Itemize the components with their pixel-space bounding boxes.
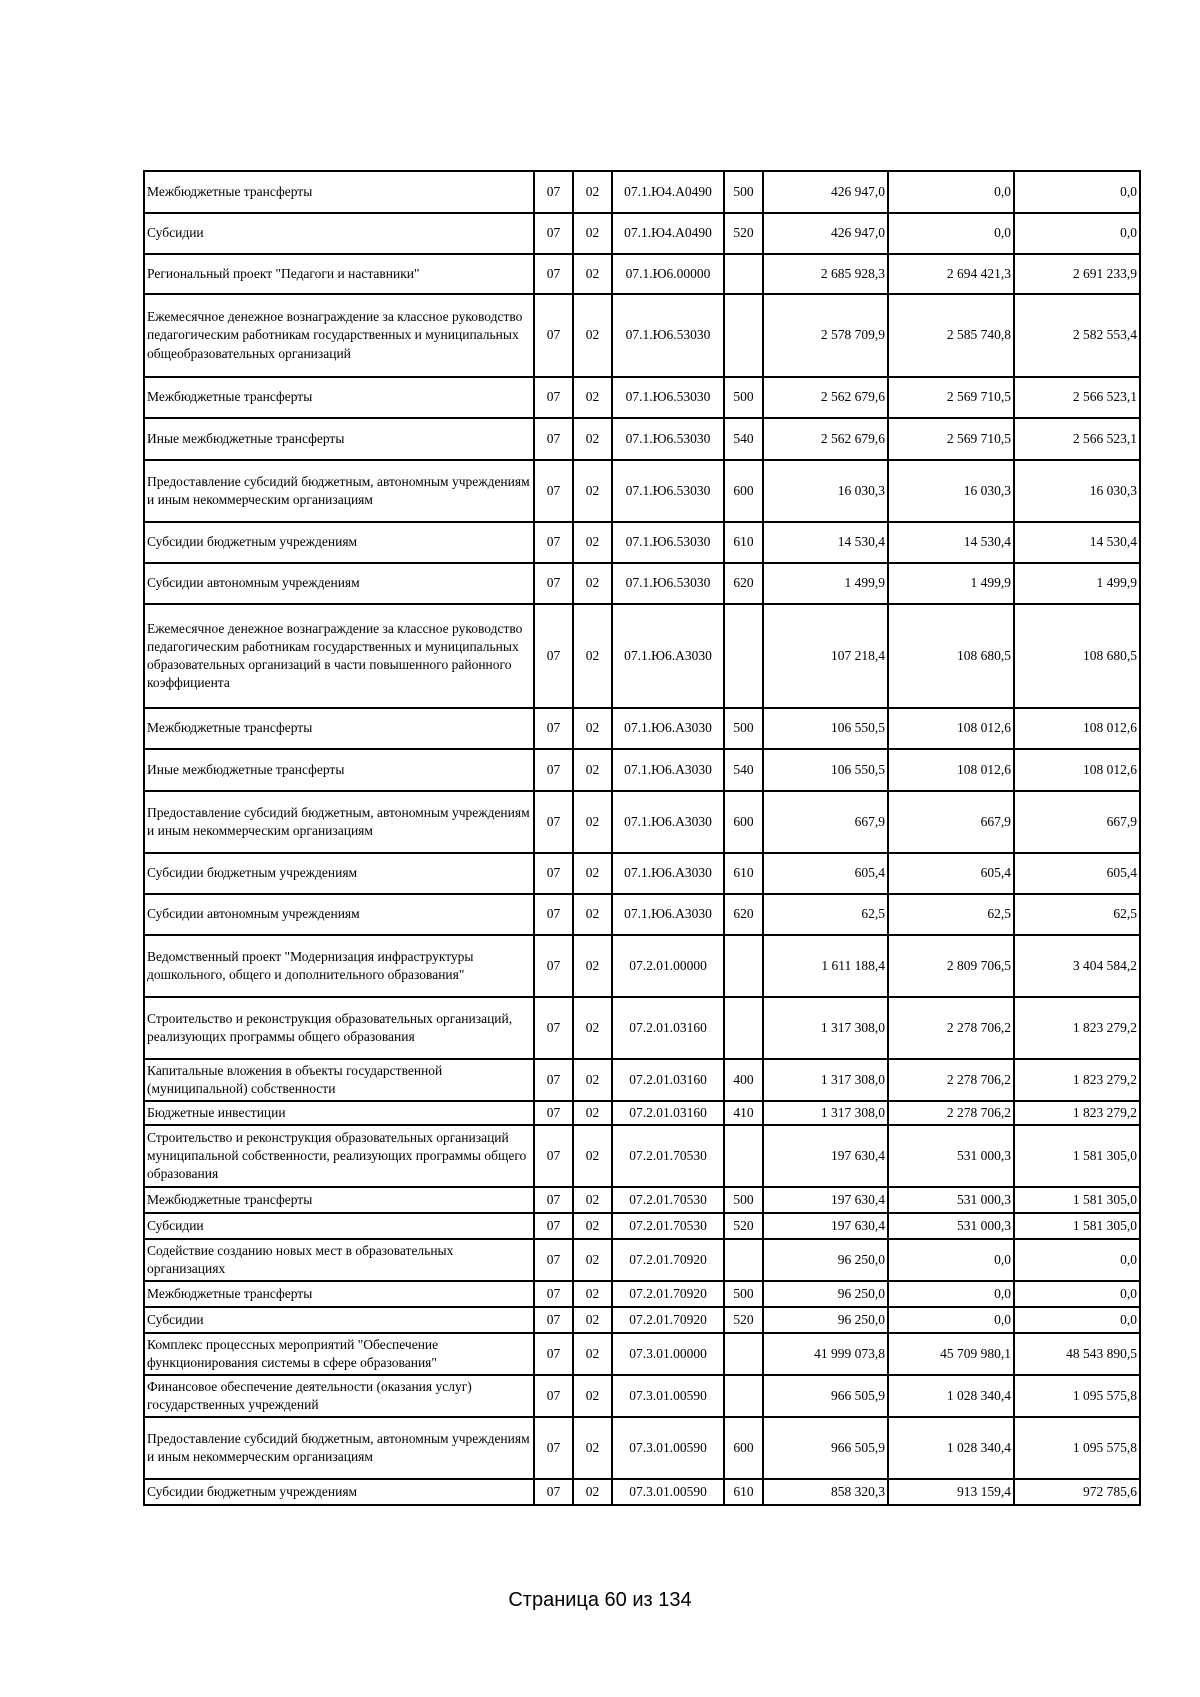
cell-amount-3: 1 823 279,2 (1014, 1059, 1140, 1101)
cell-subsection: 02 (573, 171, 612, 213)
cell-amount-2: 62,5 (888, 894, 1014, 935)
cell-name: Строительство и реконструкция образовательных организаций, реализующих программы общего образования (144, 997, 534, 1059)
cell-amount-3: 0,0 (1014, 1281, 1140, 1307)
table-row (144, 1101, 1140, 1125)
cell-name: Субсидии (144, 213, 534, 254)
cell-target-code: 07.1.Ю6.53030 (612, 294, 724, 377)
cell-name: Иные межбюджетные трансферты (144, 418, 534, 460)
cell-expense-type (724, 604, 763, 708)
cell-subsection: 02 (573, 460, 612, 522)
table-row (144, 213, 1140, 254)
cell-target-code: 07.1.Ю6.А3030 (612, 749, 724, 791)
cell-expense-type: 620 (724, 563, 763, 604)
cell-section: 07 (534, 1125, 573, 1187)
cell-amount-3: 108 012,6 (1014, 708, 1140, 749)
cell-expense-type: 600 (724, 791, 763, 853)
cell-name: Капитальные вложения в объекты государственной (муниципальной) собственности (144, 1059, 534, 1101)
cell-amount-1: 197 630,4 (763, 1125, 888, 1187)
cell-amount-2: 16 030,3 (888, 460, 1014, 522)
table-row (144, 254, 1140, 294)
cell-amount-3: 1 581 305,0 (1014, 1125, 1140, 1187)
cell-amount-2: 2 694 421,3 (888, 254, 1014, 294)
table-row (144, 1417, 1140, 1479)
cell-amount-2: 0,0 (888, 213, 1014, 254)
cell-section: 07 (534, 1239, 573, 1281)
cell-section: 07 (534, 213, 573, 254)
cell-target-code: 07.1.Ю6.А3030 (612, 791, 724, 853)
cell-amount-2: 605,4 (888, 853, 1014, 894)
cell-target-code: 07.1.Ю6.53030 (612, 418, 724, 460)
cell-amount-3: 14 530,4 (1014, 522, 1140, 563)
cell-amount-2: 1 028 340,4 (888, 1417, 1014, 1479)
table-row (144, 1479, 1140, 1505)
cell-expense-type: 540 (724, 418, 763, 460)
cell-expense-type: 540 (724, 749, 763, 791)
cell-amount-1: 16 030,3 (763, 460, 888, 522)
cell-target-code: 07.1.Ю6.53030 (612, 377, 724, 418)
cell-amount-1: 96 250,0 (763, 1281, 888, 1307)
cell-amount-2: 913 159,4 (888, 1479, 1014, 1505)
cell-amount-3: 605,4 (1014, 853, 1140, 894)
cell-amount-2: 1 499,9 (888, 563, 1014, 604)
table-row (144, 1239, 1140, 1281)
cell-name: Межбюджетные трансферты (144, 1281, 534, 1307)
cell-section: 07 (534, 1333, 573, 1375)
cell-amount-2: 2 278 706,2 (888, 997, 1014, 1059)
cell-name: Межбюджетные трансферты (144, 171, 534, 213)
cell-section: 07 (534, 460, 573, 522)
cell-name: Ежемесячное денежное вознаграждение за классное руководство педагогическим работникам государственных и муниципальных образовательных организаций в части повышенного районного коэффициента (144, 604, 534, 708)
cell-amount-2: 0,0 (888, 171, 1014, 213)
cell-amount-2: 108 012,6 (888, 708, 1014, 749)
cell-name: Предоставление субсидий бюджетным, автономным учреждениям и иным некоммерческим организациям (144, 460, 534, 522)
cell-subsection: 02 (573, 294, 612, 377)
cell-amount-3: 1 581 305,0 (1014, 1187, 1140, 1213)
cell-section: 07 (534, 708, 573, 749)
cell-amount-3: 972 785,6 (1014, 1479, 1140, 1505)
cell-amount-1: 41 999 073,8 (763, 1333, 888, 1375)
cell-target-code: 07.2.01.70530 (612, 1187, 724, 1213)
cell-name: Межбюджетные трансферты (144, 377, 534, 418)
cell-subsection: 02 (573, 418, 612, 460)
cell-subsection: 02 (573, 1101, 612, 1125)
cell-target-code: 07.2.01.03160 (612, 1059, 724, 1101)
table-row (144, 935, 1140, 997)
table-row (144, 418, 1140, 460)
cell-expense-type: 410 (724, 1101, 763, 1125)
cell-amount-1: 197 630,4 (763, 1213, 888, 1239)
table-row (144, 1333, 1140, 1375)
cell-subsection: 02 (573, 1059, 612, 1101)
cell-section: 07 (534, 1213, 573, 1239)
cell-amount-2: 108 012,6 (888, 749, 1014, 791)
cell-expense-type (724, 1125, 763, 1187)
cell-target-code: 07.2.01.70530 (612, 1213, 724, 1239)
cell-target-code: 07.1.Ю6.53030 (612, 563, 724, 604)
cell-subsection: 02 (573, 1479, 612, 1505)
cell-amount-1: 96 250,0 (763, 1239, 888, 1281)
cell-target-code: 07.3.01.00590 (612, 1375, 724, 1417)
cell-target-code: 07.2.01.70530 (612, 1125, 724, 1187)
cell-amount-3: 0,0 (1014, 213, 1140, 254)
cell-expense-type: 610 (724, 1479, 763, 1505)
cell-section: 07 (534, 1101, 573, 1125)
cell-amount-1: 858 320,3 (763, 1479, 888, 1505)
cell-expense-type: 620 (724, 894, 763, 935)
table-row (144, 1187, 1140, 1213)
cell-amount-2: 0,0 (888, 1239, 1014, 1281)
cell-expense-type: 500 (724, 171, 763, 213)
cell-expense-type: 610 (724, 853, 763, 894)
cell-amount-1: 107 218,4 (763, 604, 888, 708)
cell-name: Бюджетные инвестиции (144, 1101, 534, 1125)
cell-section: 07 (534, 254, 573, 294)
table-row (144, 1059, 1140, 1101)
cell-amount-1: 966 505,9 (763, 1375, 888, 1417)
cell-name: Субсидии бюджетным учреждениям (144, 522, 534, 563)
cell-name: Предоставление субсидий бюджетным, автономным учреждениям и иным некоммерческим организациям (144, 1417, 534, 1479)
page-number: Страница 60 из 134 (508, 1589, 692, 1611)
cell-target-code: 07.2.01.03160 (612, 1101, 724, 1125)
cell-subsection: 02 (573, 853, 612, 894)
cell-section: 07 (534, 749, 573, 791)
cell-target-code: 07.2.01.70920 (612, 1281, 724, 1307)
cell-amount-3: 62,5 (1014, 894, 1140, 935)
cell-amount-2: 14 530,4 (888, 522, 1014, 563)
cell-amount-2: 531 000,3 (888, 1187, 1014, 1213)
cell-section: 07 (534, 853, 573, 894)
cell-amount-2: 2 585 740,8 (888, 294, 1014, 377)
cell-amount-1: 2 685 928,3 (763, 254, 888, 294)
cell-name: Межбюджетные трансферты (144, 1187, 534, 1213)
cell-section: 07 (534, 1059, 573, 1101)
cell-expense-type: 500 (724, 708, 763, 749)
table-row (144, 171, 1140, 213)
cell-expense-type (724, 935, 763, 997)
cell-subsection: 02 (573, 1213, 612, 1239)
cell-amount-1: 106 550,5 (763, 708, 888, 749)
cell-name: Субсидии автономным учреждениям (144, 894, 534, 935)
cell-section: 07 (534, 1307, 573, 1333)
cell-amount-2: 531 000,3 (888, 1213, 1014, 1239)
cell-expense-type (724, 294, 763, 377)
cell-expense-type: 600 (724, 1417, 763, 1479)
cell-name: Иные межбюджетные трансферты (144, 749, 534, 791)
cell-amount-2: 108 680,5 (888, 604, 1014, 708)
cell-amount-1: 14 530,4 (763, 522, 888, 563)
cell-expense-type: 600 (724, 460, 763, 522)
budget-table (143, 170, 1141, 1506)
cell-expense-type: 400 (724, 1059, 763, 1101)
cell-amount-1: 2 562 679,6 (763, 377, 888, 418)
table-row (144, 377, 1140, 418)
cell-name: Комплекс процессных мероприятий "Обеспечение функционирования системы в сфере образования" (144, 1333, 534, 1375)
table-row (144, 997, 1140, 1059)
cell-section: 07 (534, 1417, 573, 1479)
cell-amount-3: 108 012,6 (1014, 749, 1140, 791)
cell-name: Ежемесячное денежное вознаграждение за классное руководство педагогическим работникам государственных и муниципальных общеобразовательных организаций (144, 294, 534, 377)
cell-amount-3: 667,9 (1014, 791, 1140, 853)
cell-amount-1: 1 499,9 (763, 563, 888, 604)
cell-amount-3: 3 404 584,2 (1014, 935, 1140, 997)
cell-subsection: 02 (573, 1125, 612, 1187)
cell-section: 07 (534, 894, 573, 935)
cell-target-code: 07.1.Ю4.А0490 (612, 213, 724, 254)
cell-amount-1: 197 630,4 (763, 1187, 888, 1213)
cell-amount-3: 1 095 575,8 (1014, 1417, 1140, 1479)
table-row (144, 1281, 1140, 1307)
cell-amount-1: 426 947,0 (763, 171, 888, 213)
cell-amount-1: 1 317 308,0 (763, 997, 888, 1059)
cell-amount-3: 0,0 (1014, 1307, 1140, 1333)
cell-section: 07 (534, 377, 573, 418)
cell-target-code: 07.1.Ю6.А3030 (612, 853, 724, 894)
cell-amount-1: 667,9 (763, 791, 888, 853)
cell-subsection: 02 (573, 1375, 612, 1417)
cell-name: Субсидии бюджетным учреждениям (144, 1479, 534, 1505)
cell-amount-3: 1 823 279,2 (1014, 1101, 1140, 1125)
cell-subsection: 02 (573, 213, 612, 254)
cell-subsection: 02 (573, 1333, 612, 1375)
cell-target-code: 07.2.01.70920 (612, 1307, 724, 1333)
cell-section: 07 (534, 294, 573, 377)
table-row (144, 294, 1140, 377)
cell-name: Региональный проект "Педагоги и наставники" (144, 254, 534, 294)
table-row (144, 708, 1140, 749)
cell-amount-3: 16 030,3 (1014, 460, 1140, 522)
cell-amount-2: 531 000,3 (888, 1125, 1014, 1187)
cell-amount-3: 2 582 553,4 (1014, 294, 1140, 377)
cell-amount-1: 1 317 308,0 (763, 1059, 888, 1101)
cell-amount-1: 96 250,0 (763, 1307, 888, 1333)
cell-target-code: 07.3.01.00590 (612, 1417, 724, 1479)
cell-expense-type: 520 (724, 1213, 763, 1239)
cell-name: Строительство и реконструкция образовательных организаций муниципальной собственности, реализующих программы общего образования (144, 1125, 534, 1187)
cell-expense-type (724, 254, 763, 294)
cell-name: Межбюджетные трансферты (144, 708, 534, 749)
cell-amount-3: 1 823 279,2 (1014, 997, 1140, 1059)
cell-expense-type (724, 997, 763, 1059)
cell-target-code: 07.1.Ю6.А3030 (612, 708, 724, 749)
table-row (144, 894, 1140, 935)
cell-name: Субсидии (144, 1213, 534, 1239)
cell-subsection: 02 (573, 1281, 612, 1307)
table-row (144, 522, 1140, 563)
cell-subsection: 02 (573, 1239, 612, 1281)
cell-amount-2: 2 278 706,2 (888, 1101, 1014, 1125)
cell-subsection: 02 (573, 377, 612, 418)
cell-amount-2: 45 709 980,1 (888, 1333, 1014, 1375)
cell-name: Субсидии (144, 1307, 534, 1333)
cell-amount-1: 62,5 (763, 894, 888, 935)
cell-target-code: 07.2.01.70920 (612, 1239, 724, 1281)
cell-amount-3: 1 499,9 (1014, 563, 1140, 604)
cell-amount-1: 106 550,5 (763, 749, 888, 791)
cell-amount-1: 426 947,0 (763, 213, 888, 254)
cell-subsection: 02 (573, 997, 612, 1059)
table-row (144, 1375, 1140, 1417)
cell-expense-type: 500 (724, 1187, 763, 1213)
cell-amount-2: 2 809 706,5 (888, 935, 1014, 997)
cell-amount-1: 2 562 679,6 (763, 418, 888, 460)
cell-amount-2: 2 569 710,5 (888, 418, 1014, 460)
cell-section: 07 (534, 997, 573, 1059)
cell-target-code: 07.1.Ю6.53030 (612, 522, 724, 563)
table-row (144, 853, 1140, 894)
cell-section: 07 (534, 1375, 573, 1417)
cell-section: 07 (534, 1479, 573, 1505)
cell-amount-3: 0,0 (1014, 1239, 1140, 1281)
cell-subsection: 02 (573, 563, 612, 604)
cell-subsection: 02 (573, 935, 612, 997)
cell-amount-2: 0,0 (888, 1281, 1014, 1307)
cell-section: 07 (534, 563, 573, 604)
cell-name: Субсидии автономным учреждениям (144, 563, 534, 604)
cell-target-code: 07.1.Ю6.А3030 (612, 604, 724, 708)
cell-amount-3: 1 095 575,8 (1014, 1375, 1140, 1417)
cell-target-code: 07.3.01.00590 (612, 1479, 724, 1505)
cell-name: Финансовое обеспечение деятельности (оказания услуг) государственных учреждений (144, 1375, 534, 1417)
table-row (144, 1307, 1140, 1333)
cell-name: Ведомственный проект "Модернизация инфраструктуры дошкольного, общего и дополнительного образования" (144, 935, 534, 997)
cell-amount-2: 1 028 340,4 (888, 1375, 1014, 1417)
cell-expense-type: 520 (724, 1307, 763, 1333)
cell-subsection: 02 (573, 604, 612, 708)
table-row (144, 791, 1140, 853)
cell-subsection: 02 (573, 254, 612, 294)
cell-amount-3: 0,0 (1014, 171, 1140, 213)
cell-expense-type (724, 1333, 763, 1375)
cell-subsection: 02 (573, 522, 612, 563)
table-row (144, 1213, 1140, 1239)
table-row (144, 563, 1140, 604)
cell-subsection: 02 (573, 1187, 612, 1213)
table-row (144, 604, 1140, 708)
cell-target-code: 07.1.Ю4.А0490 (612, 171, 724, 213)
cell-name: Содействие созданию новых мест в образовательных организациях (144, 1239, 534, 1281)
cell-name: Предоставление субсидий бюджетным, автономным учреждениям и иным некоммерческим организациям (144, 791, 534, 853)
table-row (144, 749, 1140, 791)
cell-amount-3: 48 543 890,5 (1014, 1333, 1140, 1375)
cell-expense-type (724, 1375, 763, 1417)
cell-target-code: 07.1.Ю6.А3030 (612, 894, 724, 935)
cell-amount-1: 2 578 709,9 (763, 294, 888, 377)
cell-section: 07 (534, 522, 573, 563)
table-row (144, 460, 1140, 522)
cell-target-code: 07.2.01.00000 (612, 935, 724, 997)
cell-amount-2: 2 278 706,2 (888, 1059, 1014, 1101)
cell-amount-3: 2 566 523,1 (1014, 418, 1140, 460)
cell-section: 07 (534, 418, 573, 460)
cell-expense-type: 520 (724, 213, 763, 254)
cell-amount-2: 667,9 (888, 791, 1014, 853)
cell-section: 07 (534, 1281, 573, 1307)
cell-amount-3: 2 566 523,1 (1014, 377, 1140, 418)
table-body (144, 171, 1140, 1505)
cell-amount-2: 2 569 710,5 (888, 377, 1014, 418)
cell-amount-2: 0,0 (888, 1307, 1014, 1333)
cell-expense-type: 610 (724, 522, 763, 563)
cell-subsection: 02 (573, 1417, 612, 1479)
cell-section: 07 (534, 935, 573, 997)
cell-target-code: 07.3.01.00000 (612, 1333, 724, 1375)
cell-target-code: 07.2.01.03160 (612, 997, 724, 1059)
cell-amount-1: 966 505,9 (763, 1417, 888, 1479)
cell-amount-1: 1 611 188,4 (763, 935, 888, 997)
table-row (144, 1125, 1140, 1187)
cell-section: 07 (534, 1187, 573, 1213)
cell-expense-type (724, 1239, 763, 1281)
cell-amount-3: 108 680,5 (1014, 604, 1140, 708)
cell-section: 07 (534, 171, 573, 213)
cell-subsection: 02 (573, 708, 612, 749)
cell-amount-1: 605,4 (763, 853, 888, 894)
cell-subsection: 02 (573, 749, 612, 791)
cell-amount-3: 1 581 305,0 (1014, 1213, 1140, 1239)
cell-subsection: 02 (573, 1307, 612, 1333)
cell-section: 07 (534, 791, 573, 853)
cell-amount-3: 2 691 233,9 (1014, 254, 1140, 294)
cell-target-code: 07.1.Ю6.53030 (612, 460, 724, 522)
cell-section: 07 (534, 604, 573, 708)
cell-expense-type: 500 (724, 1281, 763, 1307)
cell-target-code: 07.1.Ю6.00000 (612, 254, 724, 294)
cell-subsection: 02 (573, 791, 612, 853)
cell-amount-1: 1 317 308,0 (763, 1101, 888, 1125)
cell-expense-type: 500 (724, 377, 763, 418)
cell-subsection: 02 (573, 894, 612, 935)
cell-name: Субсидии бюджетным учреждениям (144, 853, 534, 894)
